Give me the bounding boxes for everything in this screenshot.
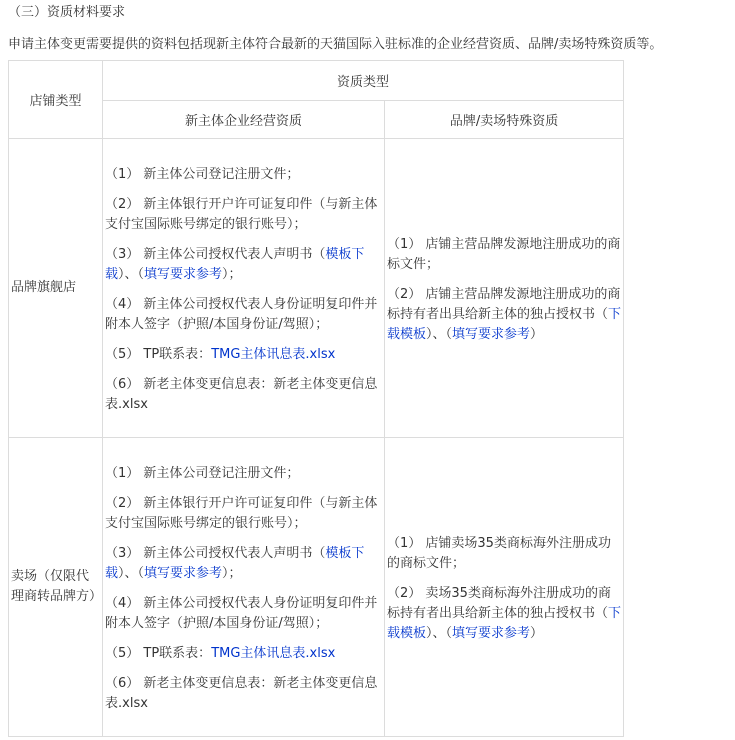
list-item: （4） 新主体公司授权代表人身份证明复印件并附本人签字（护照/本国身份证/驾照）；	[105, 297, 378, 332]
store-type-cell: 卖场（仅限代理商转品牌方）	[9, 438, 103, 737]
download-template-link[interactable]: 下载模板	[387, 307, 622, 342]
table-row	[9, 438, 624, 737]
template-download-link[interactable]: 模板下载	[105, 546, 365, 581]
list-item: （2） 卖场35类商标海外注册成功的商标持有者出具给新主体的独占授权书（下载模板）、（填写要求参考）	[387, 586, 622, 641]
header-brand-qualification: 品牌/卖场特殊资质	[385, 101, 624, 139]
header-qualification-type: 资质类型	[103, 61, 624, 101]
list-item: （6） 新老主体变更信息表：新老主体变更信息表.xlsx	[105, 377, 378, 412]
list-item: （1） 店铺主营品牌发源地注册成功的商标文件；	[387, 237, 621, 272]
template-download-link[interactable]: 模板下载	[105, 247, 365, 282]
enterprise-qualification-cell	[103, 139, 385, 438]
list-item: （6） 新老主体变更信息表：新老主体变更信息表.xlsx	[105, 676, 378, 711]
list-item: （2） 新主体银行开户许可证复印件（与新主体支付宝国际账号绑定的银行账号）；	[105, 197, 378, 232]
tmg-info-sheet-link[interactable]: TMG主体讯息表.xlsx	[211, 347, 336, 362]
list-item: （1） 店铺卖场35类商标海外注册成功的商标文件；	[387, 536, 611, 571]
store-type-cell: 品牌旗舰店	[9, 139, 103, 438]
brand-qualification-cell	[385, 139, 624, 438]
list-item: （5） TP联系表：TMG主体讯息表.xlsx	[105, 646, 336, 661]
fill-requirements-link[interactable]: 填写要求参考	[144, 267, 223, 282]
tmg-info-sheet-link[interactable]: TMG主体讯息表.xlsx	[211, 646, 336, 661]
list-item: （1） 新主体公司登记注册文件；	[105, 167, 300, 182]
header-enterprise-qualification: 新主体企业经营资质	[103, 101, 385, 139]
list-item: （3） 新主体公司授权代表人声明书（模板下载）、（填写要求参考）；	[105, 546, 365, 581]
table-row	[9, 139, 624, 438]
fill-requirements-link[interactable]: 填写要求参考	[452, 626, 531, 641]
section-title: （三）资质材料要求	[8, 5, 126, 20]
fill-requirements-link[interactable]: 填写要求参考	[144, 566, 223, 581]
list-item: （2） 新主体银行开户许可证复印件（与新主体支付宝国际账号绑定的银行账号）；	[105, 496, 378, 531]
list-item: （5） TP联系表：TMG主体讯息表.xlsx	[105, 347, 336, 362]
download-template-link[interactable]: 下载模板	[387, 606, 622, 641]
enterprise-qualification-cell	[103, 438, 385, 737]
header-store-type: 店铺类型	[9, 61, 103, 139]
brand-qualification-cell	[385, 438, 624, 737]
list-item: （4） 新主体公司授权代表人身份证明复印件并附本人签字（护照/本国身份证/驾照）；	[105, 596, 378, 631]
list-item: （1） 新主体公司登记注册文件；	[105, 466, 300, 481]
list-item: （2） 店铺主营品牌发源地注册成功的商标持有者出具给新主体的独占授权书（下载模板）、（填写要求参考）	[387, 287, 622, 342]
intro-text: 申请主体变更需要提供的资料包括现新主体符合最新的天猫国际入驻标准的企业经营资质、品牌/卖场特殊资质等。	[8, 37, 663, 52]
qualification-table	[8, 60, 624, 737]
fill-requirements-link[interactable]: 填写要求参考	[452, 327, 531, 342]
list-item: （3） 新主体公司授权代表人声明书（模板下载）、（填写要求参考）；	[105, 247, 365, 282]
